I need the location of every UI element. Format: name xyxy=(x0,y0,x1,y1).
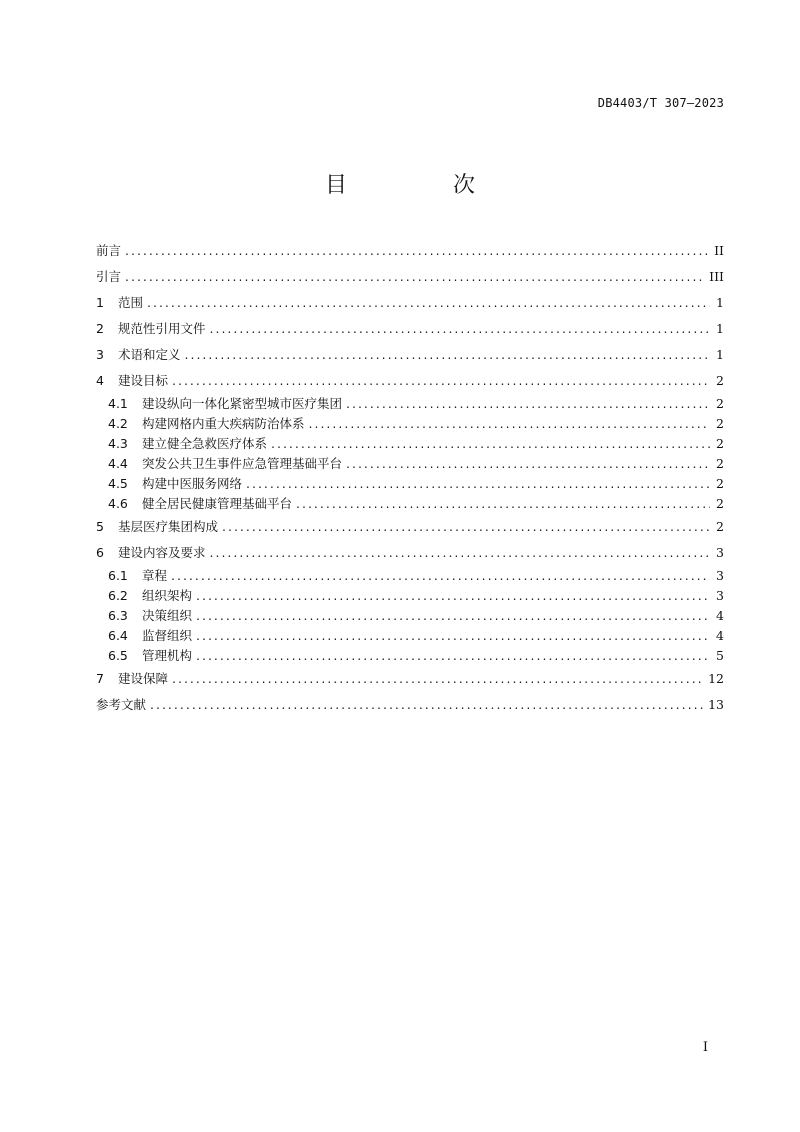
toc-entry[interactable] xyxy=(96,316,724,342)
toc-entry-label: 建设目标 xyxy=(118,373,169,388)
toc-entry[interactable] xyxy=(96,646,724,666)
document-code: DB4403/T 307—2023 xyxy=(597,96,724,110)
toc-entry-label: 范围 xyxy=(118,295,144,310)
toc-entry-label: 章程 xyxy=(142,568,168,583)
toc-entry-page: III xyxy=(709,269,724,284)
toc-entry-number: 2 xyxy=(96,321,104,336)
toc-entry-number: 6.2 xyxy=(108,588,128,603)
toc-entry[interactable] xyxy=(96,474,724,494)
toc-entry-number: 6 xyxy=(96,545,104,560)
toc-entry[interactable] xyxy=(96,342,724,368)
toc-entry-number: 1 xyxy=(96,295,104,310)
toc-entry-number: 6.4 xyxy=(108,628,128,643)
dot-leader xyxy=(125,238,710,264)
toc-entry-page: 4 xyxy=(716,628,724,643)
toc-entry[interactable] xyxy=(96,434,724,454)
toc-entry-label: 参考文献 xyxy=(96,697,147,712)
toc-entry-number: 4.6 xyxy=(108,496,128,511)
toc-entry-number: 4.1 xyxy=(108,396,128,411)
toc-entry-label: 术语和定义 xyxy=(118,347,181,362)
toc-entry-page: 13 xyxy=(708,697,724,712)
dot-leader xyxy=(210,540,710,566)
dot-leader xyxy=(172,666,704,692)
toc-entry-page: 2 xyxy=(716,496,724,511)
toc-entry-label: 构建中医服务网络 xyxy=(142,476,243,491)
toc-entry-number: 5 xyxy=(96,519,104,534)
toc-entry-label: 构建网格内重大疾病防治体系 xyxy=(142,416,305,431)
dot-leader xyxy=(210,316,710,342)
toc-entry-page: 1 xyxy=(716,347,724,362)
toc-title: 目 次 xyxy=(324,173,517,198)
toc-entry-number: 4 xyxy=(96,373,104,388)
toc-entry-page: II xyxy=(714,243,724,258)
toc-entry[interactable] xyxy=(96,290,724,316)
dot-leader xyxy=(185,342,710,368)
toc-entry[interactable] xyxy=(96,540,724,566)
toc-entry-label: 组织架构 xyxy=(142,588,193,603)
toc-entry-label: 建设纵向一体化紧密型城市医疗集团 xyxy=(142,396,343,411)
dot-leader xyxy=(196,606,710,626)
toc-entry-page: 2 xyxy=(716,373,724,388)
page-number: I xyxy=(702,1040,708,1055)
toc-entry-page: 2 xyxy=(716,396,724,411)
dot-leader xyxy=(346,454,710,474)
toc-entry[interactable] xyxy=(96,692,724,718)
dot-leader xyxy=(296,494,710,514)
toc-entry-page: 3 xyxy=(716,568,724,583)
dot-leader xyxy=(196,586,710,606)
toc-entry-label: 建立健全急救医疗体系 xyxy=(142,436,268,451)
dot-leader xyxy=(246,474,710,494)
dot-leader xyxy=(309,414,710,434)
toc-entry-number: 7 xyxy=(96,671,104,686)
toc-entry[interactable] xyxy=(96,394,724,414)
toc-entry-number: 6.1 xyxy=(108,568,128,583)
toc-entry-label: 建设保障 xyxy=(118,671,169,686)
toc-entry-number: 4.3 xyxy=(108,436,128,451)
toc-entry-number: 3 xyxy=(96,347,104,362)
toc-entry-number: 6.3 xyxy=(108,608,128,623)
toc-entry-page: 2 xyxy=(716,519,724,534)
toc-entry-label: 引言 xyxy=(96,269,122,284)
toc-entry-page: 2 xyxy=(716,476,724,491)
toc-entry[interactable] xyxy=(96,626,724,646)
toc-entry-number: 4.5 xyxy=(108,476,128,491)
toc-entry[interactable] xyxy=(96,368,724,394)
toc-entry[interactable] xyxy=(96,606,724,626)
toc-entry-label: 规范性引用文件 xyxy=(118,321,206,336)
toc-entry-page: 1 xyxy=(716,321,724,336)
toc-entry-page: 1 xyxy=(716,295,724,310)
toc-entry-page: 2 xyxy=(716,416,724,431)
dot-leader xyxy=(147,290,710,316)
toc-entry-label: 建设内容及要求 xyxy=(118,545,206,560)
toc-entry-label: 突发公共卫生事件应急管理基础平台 xyxy=(142,456,343,471)
dot-leader xyxy=(222,514,710,540)
toc-entry[interactable] xyxy=(96,454,724,474)
toc-entry-page: 3 xyxy=(716,545,724,560)
toc-entry-page: 2 xyxy=(716,436,724,451)
toc-entry[interactable] xyxy=(96,666,724,692)
toc-entry-page: 5 xyxy=(716,648,724,663)
toc-entry-label: 基层医疗集团构成 xyxy=(118,519,219,534)
toc-entry[interactable] xyxy=(96,586,724,606)
toc-entry-label: 监督组织 xyxy=(142,628,193,643)
toc-entry-number: 4.4 xyxy=(108,456,128,471)
table-of-contents xyxy=(96,238,724,718)
toc-entry-page: 3 xyxy=(716,588,724,603)
dot-leader xyxy=(271,434,710,454)
toc-entry[interactable] xyxy=(96,566,724,586)
toc-entry[interactable] xyxy=(96,494,724,514)
toc-entry-page: 4 xyxy=(716,608,724,623)
dot-leader xyxy=(196,646,710,666)
dot-leader xyxy=(125,264,705,290)
toc-entry-number: 4.2 xyxy=(108,416,128,431)
toc-entry-label: 健全居民健康管理基础平台 xyxy=(142,496,293,511)
toc-entry-page: 12 xyxy=(708,671,724,686)
toc-entry[interactable] xyxy=(96,414,724,434)
toc-entry[interactable] xyxy=(96,238,724,264)
dot-leader xyxy=(150,692,704,718)
toc-entry-label: 前言 xyxy=(96,243,122,258)
toc-entry-page: 2 xyxy=(716,456,724,471)
toc-entry[interactable] xyxy=(96,514,724,540)
dot-leader xyxy=(196,626,710,646)
dot-leader xyxy=(171,566,710,586)
dot-leader xyxy=(172,368,710,394)
toc-entry[interactable] xyxy=(96,264,724,290)
toc-entry-label: 决策组织 xyxy=(142,608,193,623)
dot-leader xyxy=(346,394,710,414)
toc-entry-number: 6.5 xyxy=(108,648,128,663)
toc-entry-label: 管理机构 xyxy=(142,648,193,663)
